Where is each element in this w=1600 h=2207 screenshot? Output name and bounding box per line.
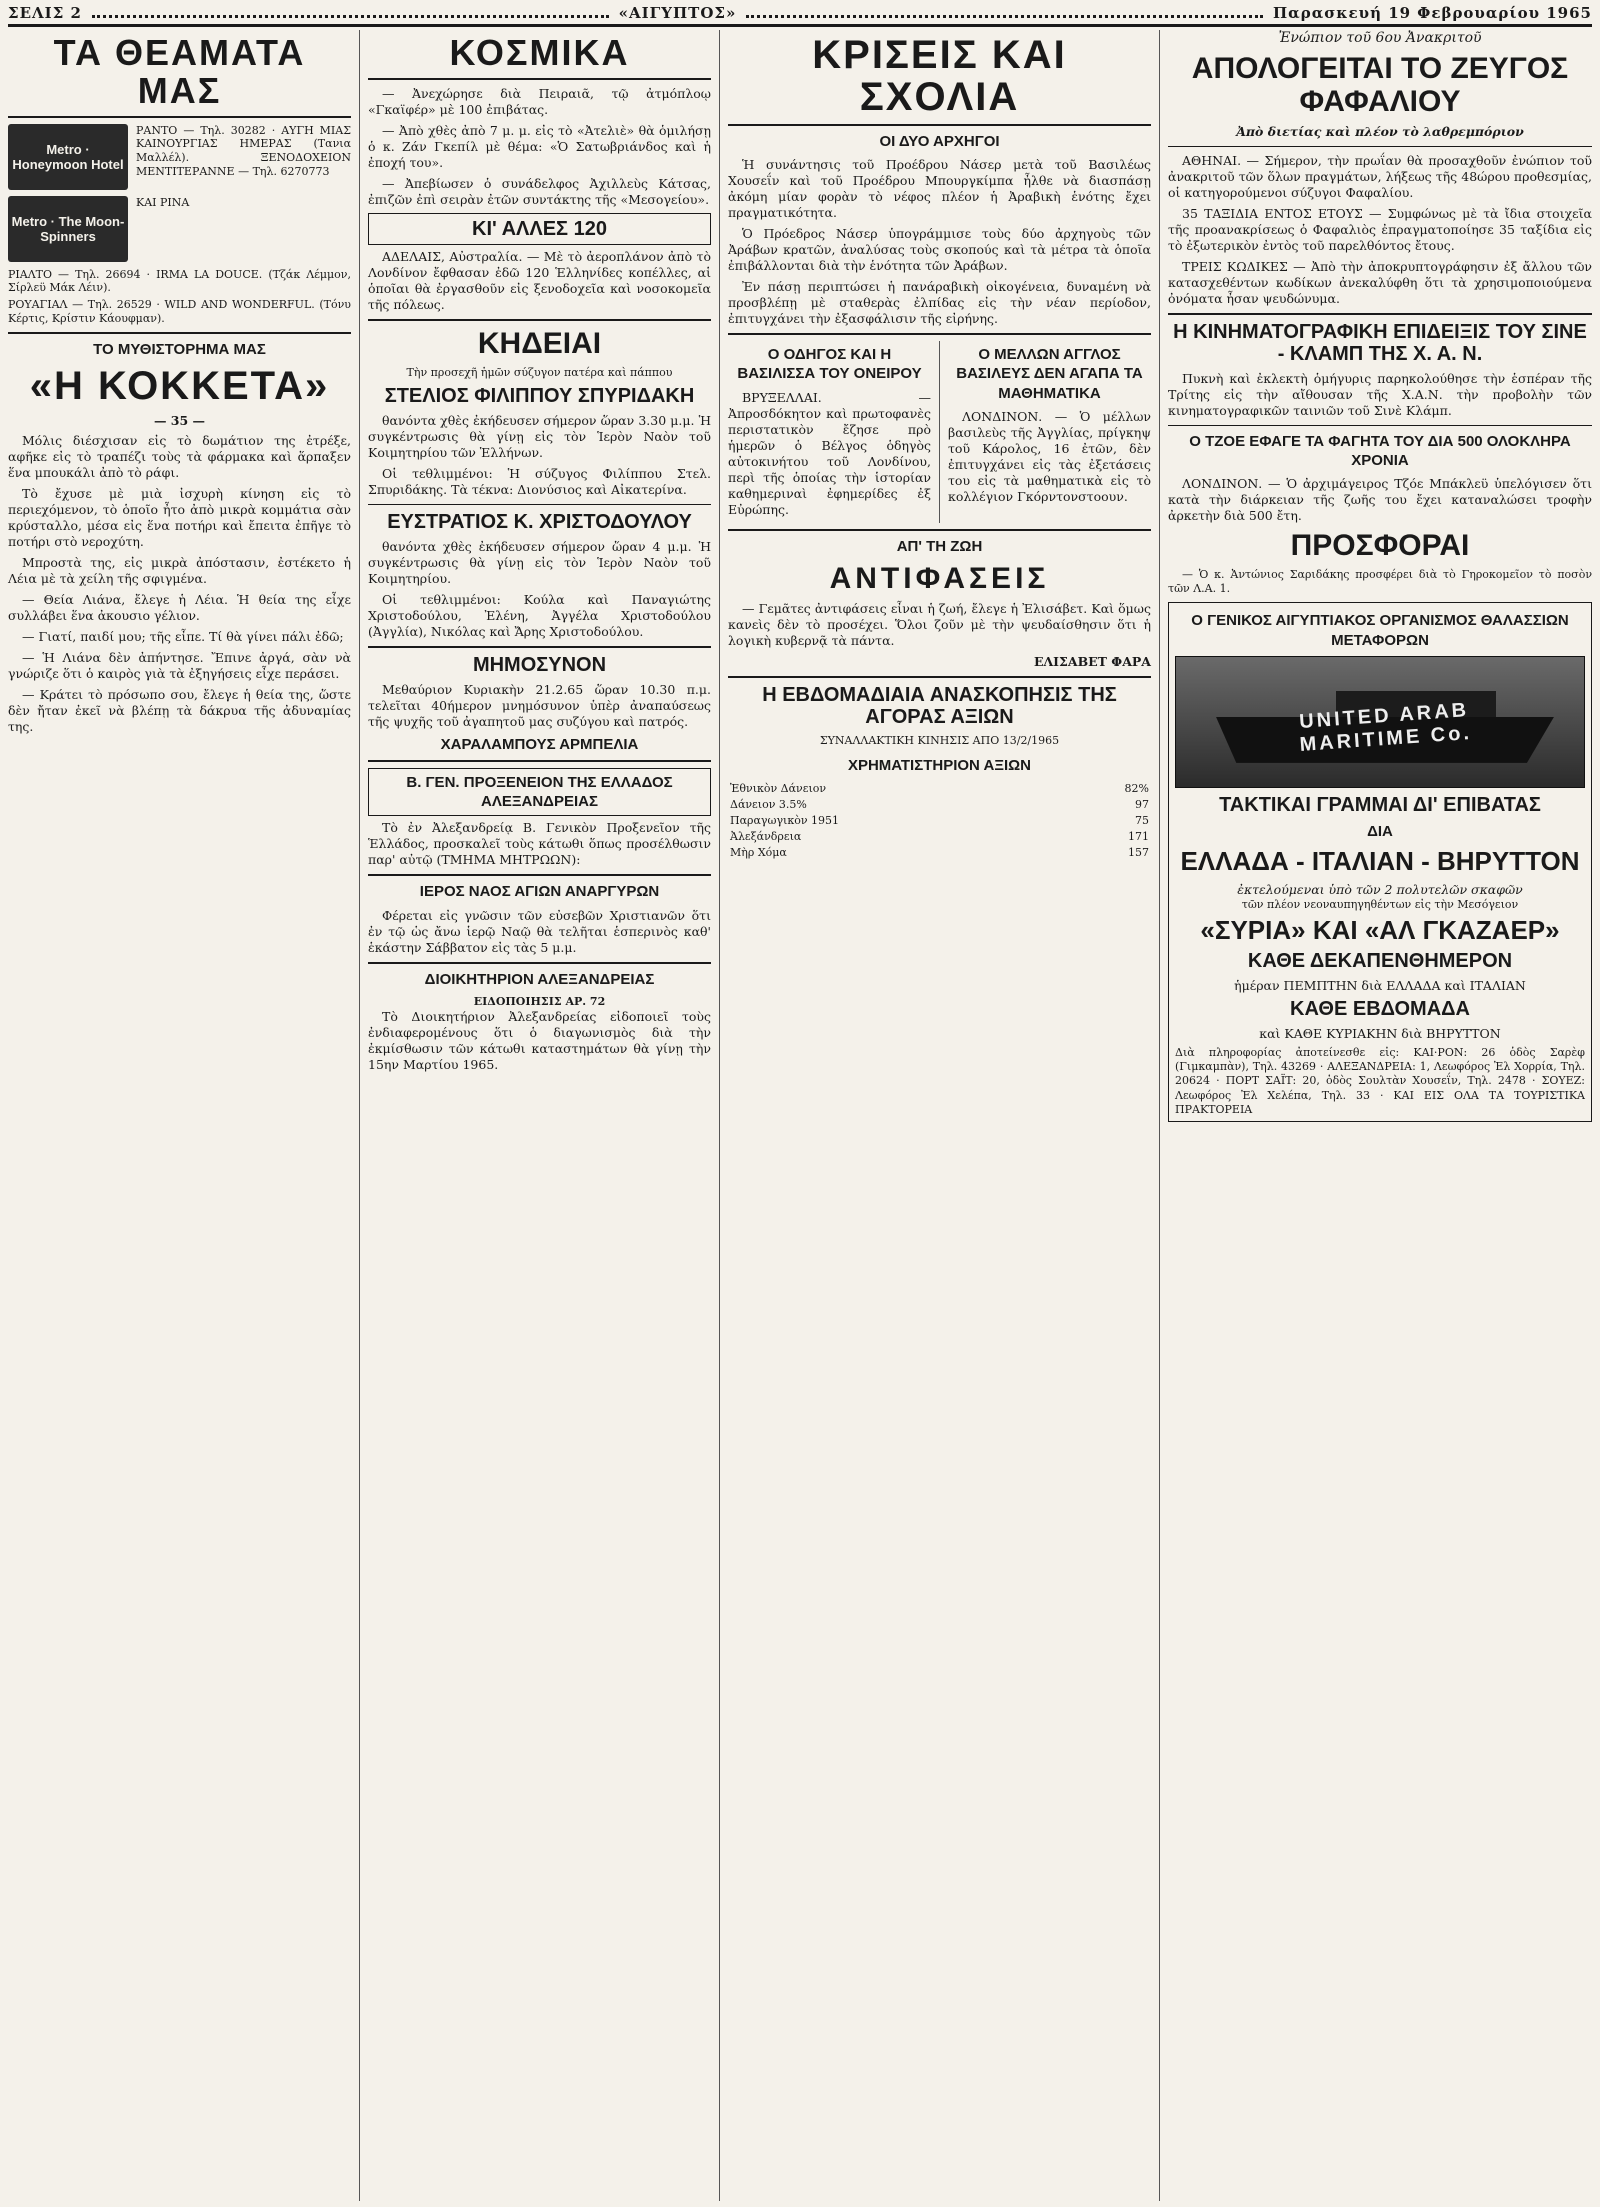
cinema-listing-royal: ΡΟΥΑΓΙΑΛ — Τηλ. 26529 · WILD AND WONDERFUL. (Τόνυ Κέρτις, Κρίστιν Κάουφμαν).	[8, 298, 351, 325]
column-commentary	[720, 30, 1160, 2201]
honeymoon-hotel-ad-image: Metro · Honeymoon Hotel	[8, 124, 128, 190]
cinema-ad-1-text: ΡΑΝΤΟ — Τηλ. 30282 · ΑΥΓΗ ΜΙΑΣ ΚΑΙΝΟΥΡΓΙΑΣ ΗΜΕΡΑΣ (Τανια Μαλλέλ). ΞΕΝΟΔΟΧΕΙΟΝ ΜΕΝΤΙΤΕΡΑΝΝΕ — Τηλ. 6270773	[136, 123, 351, 178]
life-signature: ΕΛΙΣΑΒΕΤ ΦΑΡΑ	[1033, 653, 1151, 669]
divider	[368, 646, 711, 648]
life-title: ΑΝΤΙΦΑΣΕΙΣ	[829, 561, 1050, 595]
headline-cine-club: Η ΚΙΝΗΜΑΤΟΓΡΑΦΙΚΗ ΕΠΙΔΕΙΞΙΣ ΤΟΥ ΣΙΝΕ - ΚΛΑΜΠ ΤΗΣ Χ. Α. Ν.	[1173, 320, 1587, 365]
cinema-ad-2	[8, 196, 351, 262]
serial-paragraph: — Ἡ Λιάνα δὲν ἀπήντησε. Ἔπινε ἀργά, σὰν νὰ γνώριζε ὅτι ὁ καιρὸς γιὰ τὰ ἐξηγήσεις εἶχε περάσει.	[8, 649, 351, 681]
shipping-ad-routes: ΕΛΛΑΔΑ - ΙΤΑΛΙΑΝ - ΒΗΡΥΤΤΟΝ	[1180, 846, 1580, 876]
security-name: Ἀλεξάνδρεια	[730, 830, 802, 844]
commentary-paragraph: Ἐν πάσῃ περιπτώσει ἡ πανάραβικὴ οἰκογένεια, δυναμένη νὰ προσβλέπῃ μὲ σταθερὰς ἐλπίδας εἰς τὴν νέαν περίοδον, ἐπιτυγχάνει τὴν ἐξασφάλισιν τῆς εἰρήνης.	[728, 279, 1151, 327]
ship-company-name: UNITED ARAB MARITIME Co.	[1298, 698, 1473, 756]
cinema-listing-rialto: ΡΙΑΛΤΟ — Τηλ. 26694 · IRMA LA DOUCE. (Τζάκ Λέμμον, Σίρλεϋ Μάκ Λέιν).	[8, 267, 351, 295]
shipping-ad-line: τῶν πλέον νεοναυπηγηθέντων εἰς τὴν Μεσόγειον	[1241, 897, 1519, 911]
divider	[368, 319, 711, 321]
page-number: ΣΕΛΙΣ 2	[8, 4, 82, 22]
security-price: 171	[1128, 830, 1149, 844]
security-name: Μὴρ Χόμα	[730, 846, 787, 860]
security-name: Δάνειον 3.5%	[730, 798, 807, 812]
serial-paragraph: Μόλις διέσχισαν εἰς τὸ δωμάτιον της ἐτρέξε, αφῆκε εἰς τὸ τραπέζι τοὺς τὰ φάρμακα καὶ ἅρπαξεν ἕνα μπουκάλι ἀπὸ τὸ ράφι.	[8, 432, 351, 480]
divider	[1168, 146, 1592, 147]
headline-future-king: Ο ΜΕΛΛΩΝ ΑΓΓΛΟΣ ΒΑΣΙΛΕΥΣ ΔΕΝ ΑΓΑΠΑ ΤΑ ΜΑΘΗΜΑΤΙΚΑ	[956, 346, 1143, 402]
article-text: ΑΔΕΛΑΙΣ, Αὐστραλία. — Μὲ τὸ ἀεροπλάνον ἀπὸ τὸ Λονδίνον ἔφθασαν ἐδῶ 120 Ἑλληνίδες κοπέλλες, αἱ ὁποῖαι θὰ ἐργασθοῦν εἰς ξενοδοχεῖα καὶ νοσοκομεῖα τῆς πόλεως.	[368, 248, 711, 312]
funeral-intro: Τὴν προσεχῆ ἡμῶν σύζυγον πατέρα καὶ πάππου	[406, 365, 673, 379]
top-kicker: Ἐνώπιον τοῦ 6ου Ἀνακριτοῦ	[1278, 30, 1482, 46]
church-title: ΙΕΡΟΣ ΝΑΟΣ ΑΓΙΩΝ ΑΝΑΡΓΥΡΩΝ	[419, 883, 660, 901]
shipping-ad-line: ΚΑΘΕ ΔΕΚΑΠΕΝΘΗΜΕΡΟΝ	[1247, 950, 1513, 973]
subhead-smuggling: Ἀπὸ διετίας καὶ πλέον τὸ λαθρεμπόριον	[1236, 123, 1524, 139]
funeral-family: Οἱ τεθλιμμένοι: Κούλα καὶ Παναγιώτης Χριστοδούλου, Ἐλένη, Ἀγγέλα Χριστοδούλου (Ἀγγλία), Νικόλας καὶ Ἄρης Χριστοδούλου.	[368, 591, 711, 639]
consulate-title: Β. ΓΕΝ. ΠΡΟΞΕΝΕΙΟΝ ΤΗΣ ΕΛΛΑΔΟΣ ΑΛΕΞΑΝΔΡΕΙΑΣ	[368, 768, 711, 816]
memorial-text: Μεθαύριον Κυριακὴν 21.2.65 ὥραν 10.30 π.μ. τελεῖται 40ήμερον μνημόσυνον ὑπὲρ ἀναπαύσεως τῆς ψυχῆς τοῦ ἀγαπητοῦ μας συζύγου καὶ πατρός.	[368, 681, 711, 729]
serial-title: «Η ΚΟΚΚΕΤΑ»	[29, 363, 330, 408]
security-name: Παραγωγικὸν 1951	[730, 814, 840, 828]
shipping-ad-ships: «ΣΥΡΙΑ» ΚΑΙ «ΑΛ ΓΚΑΖΑΕΡ»	[1200, 914, 1560, 945]
shipping-ad-line: ΤΑΚΤΙΚΑΙ ΓΡΑΜΜΑΙ ΔΙ' ΕΠΙΒΑΤΑΣ	[1219, 793, 1541, 816]
divider	[728, 676, 1151, 678]
column-social	[360, 30, 720, 2201]
ship-illustration	[1175, 656, 1585, 788]
headline-kai-alles: ΚΙ' ΑΛΛΕΣ 120	[368, 213, 711, 245]
headline-driver-queen: Ο ΟΔΗΓΟΣ ΚΑΙ Η ΒΑΣΙΛΙΣΣΑ ΤΟΥ ΟΝΕΙΡΟΥ	[737, 346, 922, 383]
memorial-title: ΜΗΜΟΣΥΝΟΝ	[472, 653, 607, 676]
divider	[8, 332, 351, 334]
funeral-text: θανόντα χθὲς ἐκήδευσεν σήμερον ὥραν 3.30 μ.μ. Ἡ συγκέντρωσις θὰ γίνῃ εἰς τὸν Ἱερὸν Ναὸν τοῦ Κοιμητηρίου τῶν Ἑλλήνων.	[368, 412, 711, 460]
exchange-row	[728, 797, 1151, 813]
header-dots	[92, 9, 609, 18]
court-text: Τὸ Διοικητήριον Ἀλεξανδρείας εἰδοποιεῖ τοὺς ἐνδιαφερομένους ὅτι ὁ διαγωνισμὸς διὰ τὴν ἐκμίσθωσιν τῶν κάτωθι καταστημάτων θὰ γίνῃ τὴν 15ην Μαρτίου 1965.	[368, 1008, 711, 1072]
article-paragraph: 35 ΤΑΞΙΔΙΑ ΕΝΤΟΣ ΕΤΟΥΣ — Συμφώνως μὲ τὰ ἴδια στοιχεῖα τῆς προανακρίσεως ὁ Φαφαλιὸς ἐπραγματοποίησε 35 ταξίδια εἰς τὸ ἐξωτερικὸν ἐντὸς τοῦ παρελθόντος ἔτους.	[1168, 205, 1592, 253]
serial-paragraph: Τὸ ἔχυσε μὲ μιὰ ἰσχυρὴ κίνηση εἰς τὸ περιεχόμενον, τὸ ὁποῖο ἦτο ἀπὸ μικρὰ κομμάτια σὰν κρύσταλλο, μέσα εἰς ἕνα ποτήρι καὶ ἔπειτα ἐπῆγε τὸ ποτήρι στὸ νεροχύτη.	[8, 485, 351, 549]
column-entertainment	[0, 30, 360, 2201]
article-text: ΒΡΥΞΕΛΛΑΙ. — Ἀπροσδόκητον καὶ πρωτοφανὲς περιστατικὸν ἔζησε πρὸ ἡμερῶν ὁ Βέλγος ὁδηγὸς αὐτοκινήτου τοῦ Λονδίνου, περὶ τῆς ὁποίας τὴν ἱστορίαν καθημεριναὶ ἐφημερίδες ἐξ Εὐρώπης.	[728, 389, 931, 517]
divider	[368, 874, 711, 876]
header-dots	[746, 9, 1263, 18]
divider	[1168, 425, 1592, 426]
serial-paragraph: — Γιατί, παιδί μου; τῆς εἶπε. Τί θὰ γίνει πάλι ἐδῶ;	[22, 628, 344, 644]
exchange-table	[728, 781, 1151, 861]
moon-spinners-ad-image: Metro · The Moon-Spinners	[8, 196, 128, 262]
exchange-title: ΧΡΗΜΑΤΙΣΤΗΡΙΟΝ ΑΞΙΩΝ	[847, 756, 1032, 774]
social-item: — Ἀνεχώρησε διὰ Πειραιᾶ, τῷ ἀτμόπλοῳ «Γκαϊφέρ» μὲ 100 ἐπιβάτας.	[368, 85, 711, 117]
shipping-ad-line: ΚΑΘΕ ΕΒΔΟΜΑΔΑ	[1290, 998, 1470, 1021]
life-kicker: ΑΠ' ΤΗ ΖΩΗ	[896, 537, 983, 555]
section-title-kriseis: ΚΡΙΣΕΙΣ ΚΑΙ ΣΧΟΛΙΑ	[812, 33, 1067, 119]
court-subtitle: ΕΙΔΟΠΟΙΗΣΙΣ ΑΡ. 72	[473, 994, 606, 1008]
cinema-ad-1	[8, 124, 351, 190]
column-news-ads	[1160, 30, 1600, 2201]
security-name: Ἐθνικὸν Δάνειον	[730, 782, 827, 796]
security-price: 97	[1135, 798, 1149, 812]
offers-title: ΠΡΟΣΦΟΡΑΙ	[1290, 529, 1470, 563]
life-text: — Γεμᾶτες ἀντιφάσεις εἶναι ἡ ζωή, ἔλεγε ἡ Ἐλισάβετ. Καὶ ὅμως κανεὶς δὲν τὸ προσέχει. Ὅλοι ζοῦν μὲ τὴν ψευδαίσθησιν ὅτι ἡ λογικὴ κυβερνᾷ τὰ πάντα.	[728, 600, 1151, 648]
funeral-family: Οἱ τεθλιμμένοι: Ἡ σύζυγος Φιλίππου Στελ. Σπυριδάκης. Τὰ τέκνα: Διονύσιος καὶ Αἰκατερίνα.	[368, 465, 711, 497]
serial-installment: — 35 —	[153, 412, 206, 428]
deceased-name: ΣΤΕΛΙΟΣ ΦΙΛΙΠΠΟΥ ΣΠΥΡΙΔΑΚΗ	[384, 384, 695, 407]
church-text: Φέρεται εἰς γνῶσιν τῶν εὐσεβῶν Χριστιανῶν ὅτι ἐν τῷ ὡς ἄνω ἱερῷ Ναῷ θὰ τελῆται ἑσπερινὸς καθ' ἑκάστην Σάββατον εἰς τὰς 5 μ.μ.	[368, 907, 711, 955]
serial-paragraph: Μπροστὰ της, εἰς μικρὰ ἀπόστασιν, ἐστέκετο ἡ Λέια μὲ τὰ χείλη τῆς σφιγμένα.	[8, 554, 351, 586]
headline-fafalios: ΑΠΟΛΟΓΕΙΤΑΙ ΤΟ ΖΕΥΓΟΣ ΦΑΦΑΛΙΟΥ	[1191, 51, 1569, 118]
divider	[368, 78, 711, 80]
running-header	[8, 2, 1592, 27]
consulate-text: Τὸ ἐν Ἀλεξανδρείᾳ Β. Γενικὸν Προξενεῖον τῆς Ἑλλάδος, προσκαλεῖ τοὺς κάτωθι ὅπως προσέλθωσιν παρ' αὐτῷ (ΤΜΗΜΑ ΜΗΤΡΩΩΝ):	[368, 820, 711, 868]
section-title-theamata: ΤΑ ΘΕΑΜΑΤΑ ΜΑΣ	[53, 32, 306, 111]
shipping-ad-line: καὶ ΚΑΘΕ ΚΥΡΙΑΚΗΝ διὰ ΒΗΡΥΤΤΟΝ	[1259, 1026, 1501, 1042]
shipping-ad-kicker: Ο ΓΕΝΙΚΟΣ ΑΙΓΥΠΤΙΑΚΟΣ ΟΡΓΑΝΙΣΜΟΣ ΘΑΛΑΣΣΙΩΝ ΜΕΤΑΦΟΡΩΝ	[1191, 612, 1569, 649]
article-text: ΛΟΝΔΙΝΟΝ. — Ὁ ἀρχιμάγειρος Τζόε Μπάκλεϋ ὑπελόγισεν ὅτι κατὰ τὴν διάρκειαν τῆς ζωῆς του ἔχει καταναλώσει τροφὴν ἀρκετὴν διὰ 500 ἔτη.	[1168, 476, 1592, 524]
divider	[368, 504, 711, 505]
section-title-funerals: ΚΗΔΕΙΑΙ	[477, 326, 602, 360]
exchange-row	[728, 845, 1151, 861]
court-title: ΔΙΟΙΚΗΤΗΡΙΟΝ ΑΛΕΞΑΝΔΡΕΙΑΣ	[424, 970, 655, 988]
article-text: ΛΟΝΔΙΝΟΝ. — Ὁ μέλλων βασιλεὺς τῆς Ἀγγλίας, πρίγκηψ τοῦ Κάρολος, 16 ἐτῶν, δὲν ἐπιτυγχάνει εἰς τὰς ἐξετάσεις του εἰς τὰ μαθηματικὰ εἰς τὸ κολλέγιον Γκόρντονστοουν.	[948, 408, 1151, 504]
two-stories	[728, 341, 1151, 522]
shipping-ad-line: ἡμέραν ΠΕΜΠΤΗΝ διὰ ΕΛΛΑΔΑ καὶ ΙΤΑΛΙΑΝ	[1234, 978, 1526, 994]
exchange-row	[728, 829, 1151, 845]
article-paragraph: ΑΘΗΝΑΙ. — Σήμερον, τὴν πρωΐαν θὰ προσαχθοῦν ἐνώπιον τοῦ ἀνακριτοῦ τῶν ὅλων πραγμάτων, λήξεως τῆς 48ώρου προθεσμίας, οἱ κατηγορούμενοι σύζυγοι Φαφαλίου.	[1168, 152, 1592, 200]
shipping-ad-contacts: Διὰ πληροφορίας ἀποτείνεσθε εἰς: ΚΑΙ·ΡΟΝ: 26 ὁδὸς Σαρὲφ (Γιμκαμπὰν), Τηλ. 43269 · ΑΛΕΞΑΝΔΡΕΙΑ: 1, Λεωφόρος Ἐλ Χορρία, Τηλ. 20624 · ΠΟΡΤ ΣΑΪΤ: 20, ὁδὸς Σουλτὰν Χουσεΐν, Τηλ. 2478 · ΣΟΥΕΖ: Λεωφόρος Ἐλ Χελέπα, Τηλ. 33 · ΚΑΙ ΕΙΣ ΟΛΑ ΤΑ ΤΟΥΡΙΣΤΙΚΑ ΠΡΑΚΤΟΡΕΙΑ	[1175, 1046, 1585, 1116]
divider	[728, 124, 1151, 126]
security-price: 157	[1128, 846, 1149, 860]
exchange-row	[728, 781, 1151, 797]
serial-paragraph: — Θεία Λιάνα, ἔλεγε ἡ Λέια. Ἡ θεία της εἶχε συλλάβει ἕνα ἀκουσιο γέλιον.	[8, 591, 351, 623]
headline-joe-food: Ο ΤΖΟΕ ΕΦΑΓΕ ΤΑ ΦΑΓΗΤΑ ΤΟΥ ΔΙΑ 500 ΟΛΟΚΛΗΡΑ ΧΡΟΝΙΑ	[1189, 432, 1571, 470]
divider	[728, 333, 1151, 335]
serial-body	[8, 433, 351, 740]
divider	[368, 962, 711, 964]
divider	[1168, 313, 1592, 315]
security-price: 82%	[1124, 782, 1149, 796]
offers-text: — Ὁ κ. Ἀντώνιος Σαριδάκης προσφέρει διὰ τὸ Γηροκομεῖον τὸ ποσὸν τῶν Λ.Α. 1.	[1168, 568, 1592, 596]
market-subtitle: ΣΥΝΑΛΛΑΚΤΙΚΗ ΚΙΝΗΣΙΣ ΑΠΟ 13/2/1965	[819, 733, 1060, 747]
subhead-two-leaders: ΟΙ ΔΥΟ ΑΡΧΗΓΟΙ	[879, 133, 1000, 150]
shipping-ad-line: ΔΙΑ	[1367, 822, 1393, 840]
article-paragraph: ΤΡΕΙΣ ΚΩΔΙΚΕΣ — Ἀπὸ τὴν ἀποκρυπτογράφησιν ἐξ ἄλλου τῶν κατασχεθέντων κωδίκων ἀνεκαλύφθη ὅτι τὰ χρησιμοποιούμενα ὀνόματα ἦσαν ψευδώνυμα.	[1168, 258, 1592, 306]
section-title-kosmika: ΚΟΣΜΙΚΑ	[449, 32, 630, 73]
issue-date: Παρασκευή 19 Φεβρουαρίου 1965	[1273, 4, 1592, 22]
social-item: — Ἀπὸ χθὲς ἀπὸ 7 μ. μ. εἰς τὸ «Ἀτελιὲ» θὰ ὁμιλήσῃ ὁ κ. Ζάν Γκεπίλ μὲ θέμα: «Ὁ Σατωβριάνδος καὶ ἡ ἐποχή του».	[368, 122, 711, 170]
deceased-name: ΕΥΣΤΡΑΤΙΟΣ Κ. ΧΡΙΣΤΟΔΟΥΛΟΥ	[387, 510, 692, 533]
social-item: — Ἀπεβίωσεν ὁ συνάδελφος Ἀχιλλεὺς Κάτσας, ἐπιζῶν ἐπὶ σειρὰν ἐτῶν συντάκτης τῆς «Μεσογείου».	[368, 175, 711, 207]
cinema-ad-2-text: ΚΑΙ ΡΙΝΑ	[136, 195, 190, 209]
shipping-ad-line: ἐκτελούμεναι ὑπὸ τῶν 2 πολυτελῶν σκαφῶν	[1237, 881, 1523, 897]
market-title: Η ΕΒΔΟΜΑΔΙΑΙΑ ΑΝΑΣΚΟΠΗΣΙΣ ΤΗΣ ΑΓΟΡΑΣ ΑΞΙΩΝ	[762, 683, 1117, 728]
commentary-paragraph: Ὁ Πρόεδρος Νάσερ ὑπογράμμισε τοὺς δύο ἀρχηγοὺς τῶν Ἀράβων κρατῶν, ἀναλύσας τοὺς σκοπούς καὶ τὰ μέτρα τὰ ὁποῖα ἐπιβάλλονται διὰ τὴν ἑνότητα τῶν Ἀράβων.	[728, 226, 1151, 274]
memorial-name: ΧΑΡΑΛΑΜΠΟΥΣ ΑΡΜΠΕΛΙΑ	[440, 735, 639, 753]
funeral-text: θανόντα χθὲς ἐκήδευσεν σήμερον ὥραν 4 μ.μ. Ἡ συγκέντρωσις θὰ γίνῃ εἰς τὸν Ἱερὸν Ναὸν τοῦ Κοιμητηρίου.	[368, 538, 711, 586]
commentary-paragraph: Ἡ συνάντησις τοῦ Προέδρου Νάσερ μετὰ τοῦ Βασιλέως Χουσεΐν καὶ τοῦ Προέδρου Μπουργκίμπα ἦλθε νὰ διασπάσῃ ἀκόμη μίαν φορὰν τὸ νέφος πλέον ἡ Ἀραβικὴ ἑνότης ἔχει πραγματικότητα.	[728, 157, 1151, 221]
exchange-row	[728, 813, 1151, 829]
serial-kicker: ΤΟ ΜΥΘΙΣΤΟΡΗΜΑ ΜΑΣ	[93, 340, 266, 358]
shipping-ad	[1168, 602, 1592, 1121]
divider	[8, 116, 351, 118]
article-text: Πυκνὴ καὶ ἐκλεκτὴ ὁμήγυρις παρηκολούθησε τὴν ἑσπέραν τῆς Τρίτης εἰς τὴν αἴθουσαν τῆς Χ.Α.Ν. τὴν προβολὴν τῶν κινηματογραφικῶν ταινιῶν τοῦ Σινὲ Κλάμπ.	[1168, 370, 1592, 418]
paper-name: «ΑΙΓΥΠΤΟΣ»	[618, 4, 737, 22]
security-price: 75	[1135, 814, 1149, 828]
divider	[728, 529, 1151, 531]
serial-paragraph: — Κράτει τὸ πρόσωπο σου, ἔλεγε ἡ θεία της, ὥστε δὲν ἤταν ἐκεῖ νὰ βλέπῃ τὰ δάκρυα τῆς ἀδυναμίας της.	[8, 686, 351, 734]
divider	[368, 760, 711, 762]
